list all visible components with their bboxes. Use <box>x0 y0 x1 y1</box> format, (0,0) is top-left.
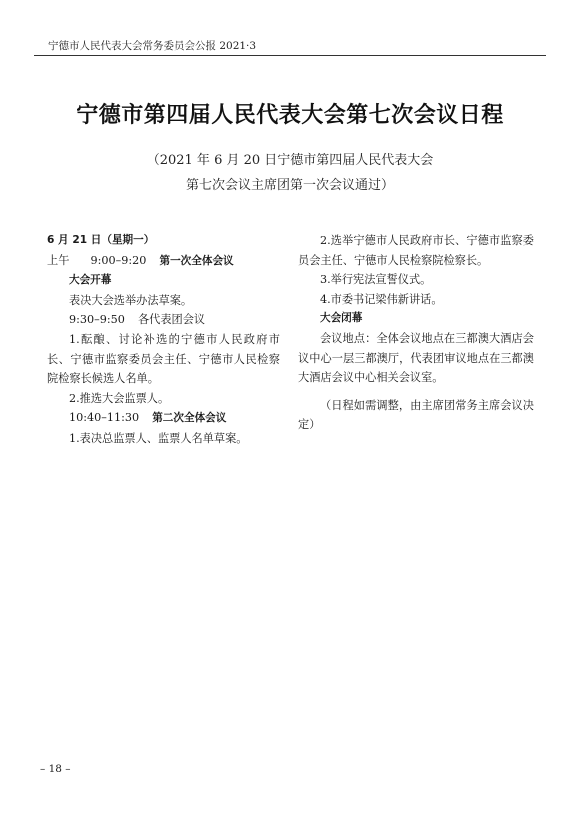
running-header: 宁德市人民代表大会常务委员会公报 2021·3 <box>48 40 257 52</box>
schedule-date: 6 月 21 日（星期一） <box>47 234 155 246</box>
session-2-item-3: 3.举行宪法宣誓仪式。 <box>320 273 432 287</box>
subtitle-line-2: 第七次会议主席团第一次会议通过） <box>185 178 394 193</box>
session-2-header <box>47 408 280 429</box>
header-divider <box>34 55 546 56</box>
session-1-header <box>47 251 280 272</box>
opening-heading: 大会开幕 <box>69 274 112 287</box>
group-item-2: 2.推选大会监票人。 <box>69 391 170 405</box>
morning-label: 上午 <box>47 253 70 267</box>
session-2-time: 10:40–11:30 <box>69 411 140 425</box>
group-meeting-time: 9:30–9:50 <box>69 313 125 327</box>
session-2-name: 第二次全体会议 <box>152 412 227 425</box>
group-meeting-name: 各代表团会议 <box>137 313 206 327</box>
session-1-time: 9:00–9:20 <box>90 253 147 267</box>
right-column <box>298 231 534 435</box>
adjustment-note: （日程如需调整，由主席团常务主席会议决定） <box>298 398 534 432</box>
venue-note: 会议地点：全体会议地点在三都澳大酒店会议中心一层三都澳厅，代表团审议地点在三都澳大酒店会议中心相关会议室。 <box>298 331 534 385</box>
closing-heading: 大会闭幕 <box>320 312 363 325</box>
item-vote-rules: 表决大会选举办法草案。 <box>69 293 193 307</box>
session-2-item-2: 2.选举宁德市人民政府市长、宁德市监察委员会主任、宁德市人民检察院检察长。 <box>298 234 534 267</box>
session-1-name: 第一次全体会议 <box>159 254 234 267</box>
subtitle-line-1: （2021 年 6 月 20 日宁德市第四届人民代表大会 <box>146 153 434 168</box>
page-title: 宁德市第四届人民代表大会第七次会议日程 <box>76 102 504 128</box>
group-meeting-header <box>47 310 280 330</box>
session-2-item-4: 4.市委书记梁伟新讲话。 <box>320 292 443 306</box>
subtitle <box>0 148 580 198</box>
page-number: – 18 – <box>40 763 71 775</box>
left-column <box>47 231 280 449</box>
group-item-1: 1.酝酿、讨论补选的宁德市人民政府市长、宁德市监察委员会主任、宁德市人民检察院检察长候选人名单。 <box>47 332 280 386</box>
session-2-item-1: 1.表决总监票人、监票人名单草案。 <box>69 431 248 445</box>
